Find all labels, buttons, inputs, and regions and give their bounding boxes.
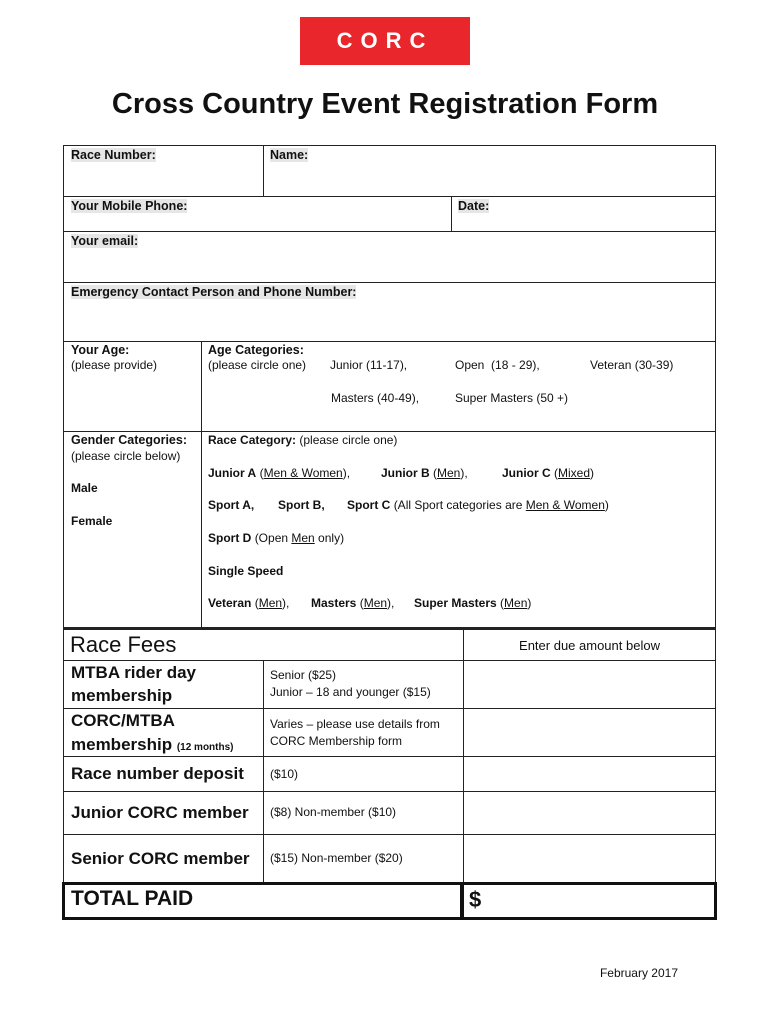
fee-row-3-label: Race number deposit xyxy=(71,764,244,783)
fee-row-1-label-line2: membership xyxy=(71,686,173,705)
sport-d-detail-pre: (Open xyxy=(254,531,292,545)
footer-date: February 2017 xyxy=(599,966,678,980)
sport-c-detail-post: ) xyxy=(604,498,609,512)
fee-row-2-label-note: (12 months) xyxy=(176,742,234,753)
fee-row-1-label-line1: MTBA rider day xyxy=(71,663,197,682)
age-option-junior[interactable]: Junior (11-17), xyxy=(330,358,408,372)
age-label: Your Age: xyxy=(71,343,130,357)
gender-label: Gender Categories: xyxy=(71,433,188,447)
sport-c-label: Sport C xyxy=(347,498,391,512)
age-option-open[interactable]: Open (18 - 29), xyxy=(455,358,540,372)
junior-a-detail: Men & Women xyxy=(263,466,343,480)
sport-c-detail-underline: Men & Women xyxy=(525,498,605,512)
age-option-super-masters[interactable]: Super Masters (50 +) xyxy=(455,391,569,405)
fee-row-4-desc: ($8) Non-member ($10) xyxy=(270,805,397,819)
sport-d-option[interactable] xyxy=(208,531,344,545)
fee-row-1-desc-line2: Junior – 18 and younger ($15) xyxy=(270,685,431,699)
total-paid-label: TOTAL PAID xyxy=(71,887,194,910)
corc-logo xyxy=(300,17,470,65)
junior-c-detail: Mixed xyxy=(558,466,591,480)
fee-row-2-label-line1: CORC/MTBA xyxy=(71,711,175,730)
age-hint: (please provide) xyxy=(71,358,158,372)
date-cell[interactable] xyxy=(451,196,716,232)
sport-d-detail-underline: Men xyxy=(291,531,315,545)
junior-a-option[interactable]: Junior A (Men & Women), xyxy=(208,466,351,480)
single-speed-option[interactable]: Single Speed xyxy=(208,564,284,578)
mobile-label: Your Mobile Phone: xyxy=(71,199,188,213)
race-category-hint: (please circle one) xyxy=(299,433,398,447)
fee-row-5-desc: ($15) Non-member ($20) xyxy=(270,851,403,865)
sport-c-detail-pre: (All Sport categories are xyxy=(393,498,526,512)
fee-row-3-desc: ($10) xyxy=(270,767,299,781)
junior-a-label: Junior A xyxy=(208,466,257,480)
junior-c-option[interactable]: Junior C (Mixed) xyxy=(502,466,595,480)
race-category-label: Race Category: xyxy=(208,433,297,447)
gender-option-female[interactable]: Female xyxy=(71,514,113,528)
fee-row-5-amount[interactable] xyxy=(463,834,716,883)
veteran-label: Veteran xyxy=(208,596,252,610)
race-category-heading xyxy=(208,433,397,447)
emergency-label: Emergency Contact Person and Phone Number: xyxy=(71,285,357,299)
fee-row-4-label: Junior CORC member xyxy=(71,803,249,822)
junior-b-detail: Men xyxy=(437,466,461,480)
sport-a-option[interactable]: Sport A, xyxy=(208,498,255,512)
total-paid-currency: $ xyxy=(469,887,482,912)
date-label: Date: xyxy=(458,199,490,213)
age-categories-hint: (please circle one) xyxy=(208,358,307,372)
fees-header: Race Fees xyxy=(70,632,177,657)
fee-row-2-desc-line1: Varies – please use details from xyxy=(270,717,440,731)
logo-text: CORC xyxy=(336,28,434,53)
fee-row-1-amount[interactable] xyxy=(463,660,716,709)
total-paid-amount[interactable] xyxy=(461,882,717,920)
fee-row-5-label: Senior CORC member xyxy=(71,849,250,868)
fee-row-2-label-line2: membership xyxy=(71,735,173,754)
race-number-label: Race Number: xyxy=(71,148,156,162)
masters-detail: Men xyxy=(363,596,388,610)
sport-b-option[interactable]: Sport B, xyxy=(278,498,325,512)
sport-c-option[interactable] xyxy=(347,498,609,512)
fee-row-3-amount[interactable] xyxy=(463,756,716,792)
super-masters-option[interactable]: Super Masters (Men) xyxy=(414,596,532,610)
fee-row-2-desc-line2: CORC Membership form xyxy=(270,734,403,748)
name-label: Name: xyxy=(270,148,309,162)
fees-enter-hint: Enter due amount below xyxy=(519,638,660,653)
junior-b-option[interactable]: Junior B (Men), xyxy=(381,466,468,480)
fee-row-4-amount[interactable] xyxy=(463,791,716,835)
masters-label: Masters xyxy=(311,596,357,610)
fee-row-1-desc-line1: Senior ($25) xyxy=(270,668,337,682)
veteran-option[interactable]: Veteran (Men), xyxy=(208,596,290,610)
age-categories-label: Age Categories: xyxy=(208,343,304,357)
super-masters-label: Super Masters xyxy=(414,596,497,610)
gender-hint: (please circle below) xyxy=(71,449,181,463)
masters-option[interactable]: Masters (Men), xyxy=(311,596,395,610)
sport-d-detail-post: only) xyxy=(314,531,345,545)
email-cell[interactable] xyxy=(63,231,716,283)
page-title: Cross Country Event Registration Form xyxy=(111,88,659,120)
veteran-detail: Men xyxy=(258,596,283,610)
junior-c-label: Junior C xyxy=(502,466,551,480)
fee-row-2-amount[interactable] xyxy=(463,708,716,757)
email-label: Your email: xyxy=(71,234,139,248)
super-masters-detail: Men xyxy=(504,596,528,610)
name-cell[interactable] xyxy=(263,145,716,197)
junior-b-label: Junior B xyxy=(381,466,430,480)
age-option-veteran[interactable]: Veteran (30-39) xyxy=(590,358,674,372)
sport-d-label: Sport D xyxy=(208,531,252,545)
age-option-masters[interactable]: Masters (40-49), xyxy=(331,391,420,405)
gender-option-male[interactable]: Male xyxy=(71,481,98,495)
